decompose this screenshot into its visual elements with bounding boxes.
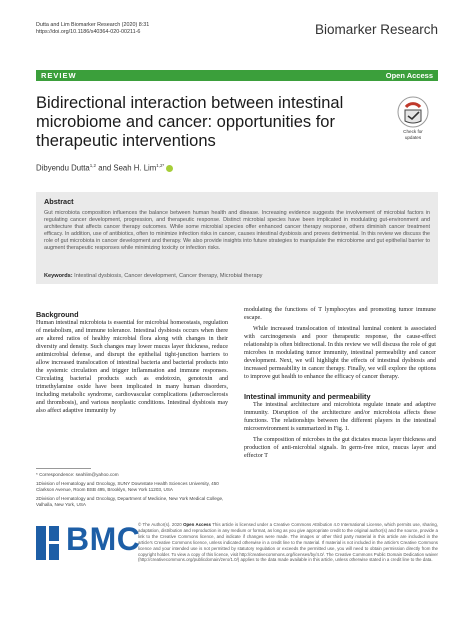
paragraph: The intestinal architecture and microbiota regulate innate and adaptive immunity. Disruption of the architecture and/or microbiota affects these functions. The relationships between the different players in the intestinal microenvironment is summarized in Fig. 1. bbox=[244, 402, 436, 432]
affiliation-1: 1Division of Hematology and Oncology, SUNY Downstate Health Sciences University, 450 Clarkson Avenue, Room BSB 495, Brooklyn, New York 11203, USA bbox=[36, 481, 219, 492]
keywords-list: Intestinal dysbiosis, Cancer development, Cancer therapy, Microbial therapy bbox=[74, 273, 263, 279]
citation-header bbox=[36, 22, 149, 36]
footnotes bbox=[36, 472, 226, 508]
author-name[interactable]: Dibyendu Dutta bbox=[36, 163, 90, 173]
check-for-updates-icon[interactable] bbox=[397, 96, 429, 128]
affiliation-marker: 1,2* bbox=[156, 163, 165, 168]
bmc-logo-text: BMC bbox=[66, 521, 141, 557]
bmc-logo-icon bbox=[36, 526, 61, 560]
affiliation-2: 2Division of Hematology and Oncology, Department of Medicine, New York Medical College, Valhalla, New York, USA bbox=[36, 496, 224, 507]
open-access-tag: Open Access bbox=[183, 522, 211, 527]
section-heading-immunity: Intestinal immunity and permeability bbox=[244, 392, 371, 401]
article-title: Bidirectional interaction between intestinal microbiome and cancer: opportunities for therapeutic interventions bbox=[36, 94, 344, 150]
journal-name: Biomarker Research bbox=[314, 22, 438, 37]
keywords-label: Keywords: bbox=[44, 273, 73, 279]
abstract-text: Gut microbiota composition influences the balance between human health and disease. Increasing evidence suggests the involvement of microbial factors in regulating cancer development, progression, and therapeutic response. Distinct microbial species have been implicated in modulating gut-environment and architecture that affects cancer therapy outcomes. While some microbial species offer enhanced cancer therapy response, others diminish cancer treatment efficacy. In addition, use of antibiotics, often to minimize infection risks in cancer, causes intestinal dysbiosis and proves detrimental. In this review we discuss the role of gut microbiota in cancer development and therapy. We also provide insights into future strategies to manipulate the microbiome and gut epithelial barrier to augment therapeutic responses while minimizing toxicity or infection risks. bbox=[44, 210, 430, 252]
open-access-label: Open Access bbox=[385, 71, 433, 80]
section-heading-background: Background bbox=[36, 310, 79, 319]
footnote-divider bbox=[36, 468, 91, 469]
author-name[interactable]: Seah H. Lim bbox=[113, 163, 157, 173]
check-for-updates-label[interactable]: Check for updates bbox=[403, 129, 423, 140]
article-type-banner bbox=[36, 70, 438, 81]
orcid-icon[interactable] bbox=[166, 165, 173, 172]
doi-link[interactable]: https://doi.org/10.1186/s40364-020-00211-6 bbox=[36, 29, 141, 35]
body-column-left bbox=[36, 311, 228, 418]
abstract-box bbox=[36, 192, 438, 284]
article-type: REVIEW bbox=[41, 71, 77, 80]
paragraph: modulating the functions of T lymphocytes and promoting tumor immune escape. bbox=[244, 307, 436, 321]
correspondence-note[interactable]: * Correspondence: seahlim@yahoo.com bbox=[36, 472, 119, 477]
paragraph: While increased translocation of intestinal luminal content is associated with carcinogenesis and poor therapeutic response, the cause-effect relationship is often bidirectional. In this review we will discuss the role of gut microbes in modulating tumor immunity, intestinal permeability and cancer development. Next, we will highlight the effects of intestinal dysbiosis and increased permeability in cancer therapy. Finally, we will explore the options to improve gut health to enhance the efficacy of cancer therapy. bbox=[244, 326, 436, 380]
body-column-right bbox=[244, 306, 436, 463]
keywords-line bbox=[44, 273, 430, 279]
abstract-heading: Abstract bbox=[44, 197, 74, 206]
author-list bbox=[36, 163, 173, 173]
paragraph: The composition of microbes in the gut dictates mucus layer thickness and production of anti-microbial signals. In germ-free mice, mucus layer and effector T bbox=[244, 437, 436, 459]
affiliation-marker: 1,2 bbox=[89, 163, 97, 168]
license-text: This article is licensed under a Creative Commons Attribution 4.0 International License, which permits use, sharing, adaptation, distribution and reproduction in any medium or format, as long as you give appropriate credit to the original author(s) and the source, provide a link to the Creative Commons licence, and indicate if changes were made. The images or other third party material in this article are included in the article's Creative Commons licence, unless indicated otherwise in a credit line to the material. If material is not included in the article's Creative Commons licence and your intended use is not permitted by statutory regulation or exceeds the permitted use, you will need to obtain permission directly from the copyright holder. To view a copy of this licence, visit http://creativecommons.org/licenses/by/4.0/. The Creative Commons Public Domain Dedication waiver (http://creativecommons.org/publicdomain/zero/1.0/) applies to the data made available in this article, unless otherwise stated in a credit line to the data. bbox=[138, 522, 438, 563]
author-conjunction: and bbox=[98, 163, 112, 173]
paragraph: Human intestinal microbiota is essential for microbial homeostasis, regulation of metabolism, and immune tolerance. Intestinal dysbiosis occurs when there are altered ratios of healthy microbial flora along with changes in their diversity and density. Such changes may lower mucus layer thickness, reduce antimicrobial defense, and disrupt the epithelial tight-junction barriers to allow increased translocation of intestinal bacteria and bacterial products into the systemic circulation and trigger inflammation and immune responses. Circulating bacterial products such as endotoxin, genotoxin and trimethylamine oxide have been implicated in many human disorders, including metabolic syndrome, cardiovascular complications (atherosclerosis and thrombosis), and various neoplastic conditions. Intestinal dysbiosis may also affect adaptive immunity by bbox=[36, 320, 228, 414]
license-statement bbox=[138, 522, 438, 563]
citation-line: Dutta and Lim Biomarker Research (2020) 8:31 bbox=[36, 22, 150, 28]
copyright-lead: © The Author(s). 2020 bbox=[138, 522, 182, 527]
